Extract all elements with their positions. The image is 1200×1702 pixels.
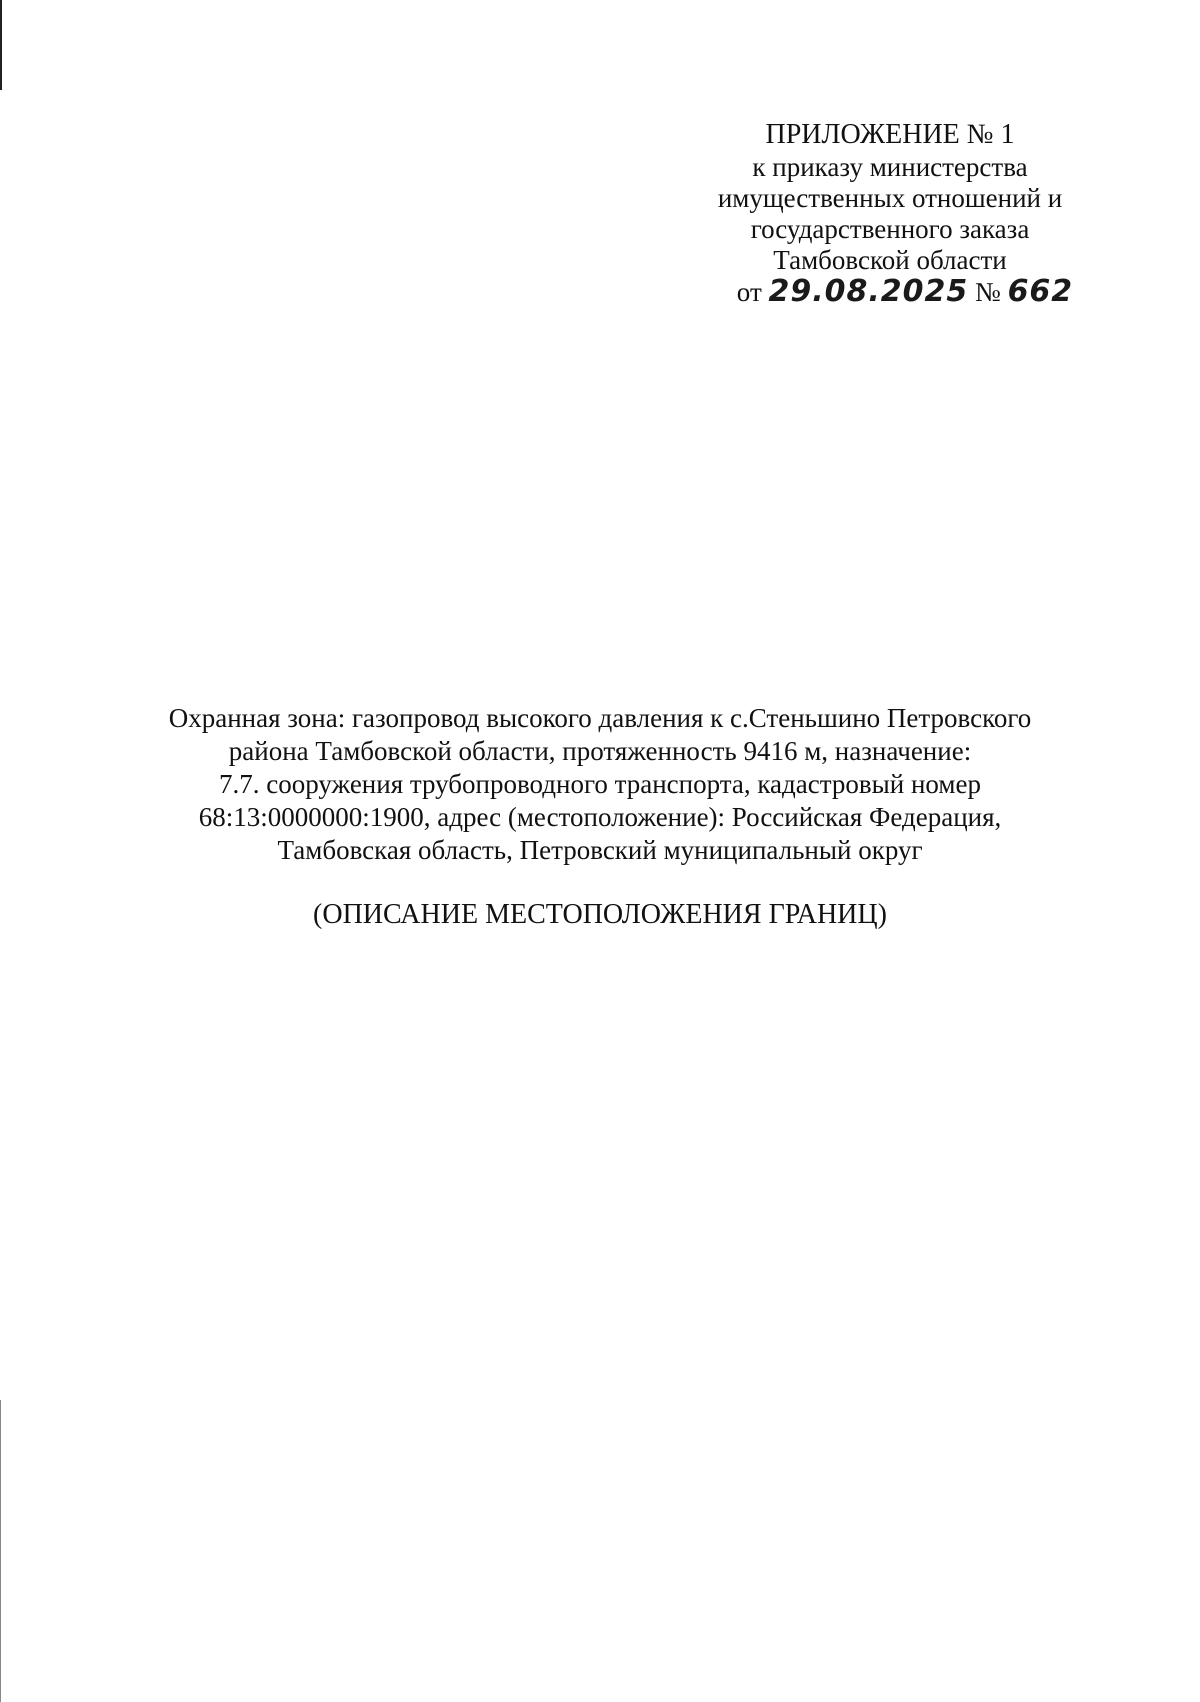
date-prefix: от [736, 277, 762, 307]
handwritten-date: 29.08.2025 [768, 274, 969, 309]
number-prefix: № [975, 277, 1001, 307]
boundary-description-title: (ОПИСАНИЕ МЕСТОПОЛОЖЕНИЯ ГРАНИЦ) [313, 899, 887, 930]
zone-line-5: Тамбовская область, Петровский муниципальный округ [277, 835, 923, 865]
zone-description [150, 702, 1050, 867]
zone-line-2: района Тамбовской области, протяженность 9416 м, назначение: [228, 736, 972, 766]
appendix-header [680, 118, 1100, 308]
appendix-line-3: государственного заказа [750, 214, 1030, 244]
handwritten-number: 662 [1007, 274, 1074, 309]
appendix-line-2: имущественных отношений и [717, 183, 1063, 213]
appendix-line-4: Тамбовской области [773, 245, 1007, 275]
scan-edge-bottom [0, 1400, 1, 1702]
appendix-title: ПРИЛОЖЕНИЕ № 1 [765, 119, 1015, 150]
zone-line-3: 7.7. сооружения трубопроводного транспорта, кадастровый номер [219, 769, 981, 799]
scan-edge-top [0, 0, 2, 90]
zone-line-1: Охранная зона: газопровод высокого давления к с.Стеньшино Петровского [168, 703, 1032, 733]
zone-line-4: 68:13:0000000:1900, адрес (местоположение): Российская Федерация, [198, 802, 1002, 832]
order-date-number [680, 276, 1100, 308]
appendix-line-1: к приказу министерства [752, 152, 1028, 182]
